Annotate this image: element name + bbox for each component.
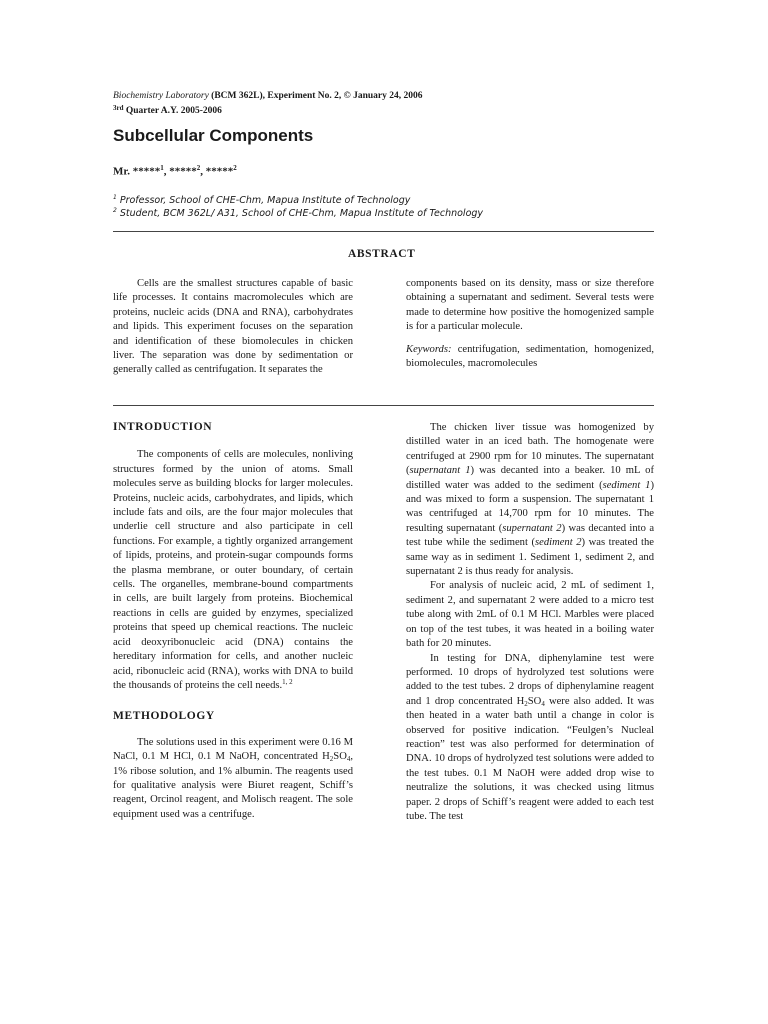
right-body-column	[406, 421, 654, 824]
introduction-heading: INTRODUCTION	[113, 421, 213, 433]
abstract-text-right: components based on its density, mass or size therefore obtaining a supernatant and sediment. Several tests were made to determine how positive the homogenized sample is for a particular molecule.	[406, 278, 654, 333]
abstract-text-left: Cells are the smallest structures capable of basic life processes. It contains macromolecules which are proteins, nucleic acids (DNA and RNA), carbohydrates and lipids. This experiment focuses on the separation and identification of these biomolecules in chicken liver. The separation was done by sedimentation or generally called as centrifugation. It separates the	[113, 278, 353, 376]
keywords: Keywords: centrifugation, sedimentation, homogenized, biomolecules, macromolecules	[406, 343, 654, 370]
left-body-column	[113, 420, 353, 822]
procedure-paragraph-3: In testing for DNA, diphenylamine test were performed. 10 drops of hydrolyzed test solutions were added to the test tubes. 2 drops of diphenylamine reagent and 1 drop concentrated $H_2SO_4$ were also added. It was then heated in a water bath until a change in color is observed for positive indication. “Feulgen’s Nucleal reaction” test was also performed for determination of DNA. 10 drops of hydrolyzed test solutions were added to the test tubes. 0.1 M NaOH were added drop wise to neutralize the solutions, it was checked using litmus paper. 2 drops of Schiff’s reagent were added to each test tube. The test	[406, 652, 654, 822]
journal-header	[113, 90, 423, 117]
term-line: $^{3rd}$ Quarter A.Y. 2005-2006	[113, 104, 222, 116]
procedure-paragraph-2: For analysis of nucleic acid, 2 mL of sediment 1, sediment 2, and supernatant 2 were added to a micro test tube along with 2mL of 0.1 M HCl. Marbles were placed on top of the test tubes, it was heated in a boiling water bath for 20 minutes.	[406, 580, 654, 650]
divider-top	[113, 231, 654, 232]
divider-abstract	[113, 405, 654, 406]
affiliation-2: $^2$ Student, BCM 362L/ A31, School of CHE-Chm, Mapua Institute of Technology	[113, 207, 484, 220]
page-title: Subcellular Components	[113, 126, 314, 145]
procedure-paragraph-1: The chicken liver tissue was homogenized by distilled water in an iced bath. The homogenate were centrifuged at 2900 rpm for 10 minutes. The supernatant (supernatant 1) was decanted into a beaker. 10 mL of distilled water was added to the sediment (sediment 1) and was mixed to form a suspension. The supernatant 1 was centrifuged at 14,700 rpm for 10 minutes. The resulting supernatant (supernatant 2) was decanted into a test tube while the sediment (sediment 2) was treated the same way as in sediment 1. Sediment 1, sediment 2, and supernatant 2 is thus ready for analysis.	[406, 422, 655, 578]
methodology-text: The solutions used in this experiment were 0.16 M NaCl, 0.1 M HCl, 0.1 M NaOH, concentrated $H_2SO_4$, 1% ribose solution, and 1% albumin. The reagents used for qualitative analysis were Biuret reagent, Schiff’s reagent, Orcinol reagent, and Molisch reagent. The sole equipment used was a centrifuge.	[113, 736, 353, 820]
author-line: Mr. *****$^1$, *****$^2$, *****$^2$	[113, 164, 237, 178]
abstract-right-column	[406, 277, 654, 371]
methodology-heading: METHODOLOGY	[113, 710, 215, 723]
affiliation-1: $^1$ Professor, School of CHE-Chm, Mapua Institute of Technology	[113, 194, 411, 207]
introduction-text: The components of cells are molecules, nonliving structures formed by the union of atoms. Small molecules serve as building blocks for larger molecules. Proteins, nucleic acids, carbohydrates, and lipids, which include fats and oils, are the four major molecules that underlie cell structure and also participate in cell functions. For example, a tightly organized arrangement of lipids, proteins, and protein-sugar compounds forms the plasma membrane, or outer boundary, of certain cells. The organelles, membrane-bound compartments in cells, are built largely from proteins. Biochemical reactions in cells are guided by enzymes, specialized proteins that speed up chemical reactions. The nucleic acid deoxyribonucleic acid (DNA) contains the hereditary information for cells, and another nucleic acid, ribonucleic acid (RNA), works with DNA to build the thousands of proteins the cell needs.$^{1, 2}$	[113, 449, 353, 691]
journal-line: Biochemistry Laboratory (BCM 362L), Experiment No. 2, © January 24, 2006	[113, 91, 423, 101]
abstract-heading: ABSTRACT	[348, 248, 416, 260]
abstract-left-column	[113, 277, 353, 378]
